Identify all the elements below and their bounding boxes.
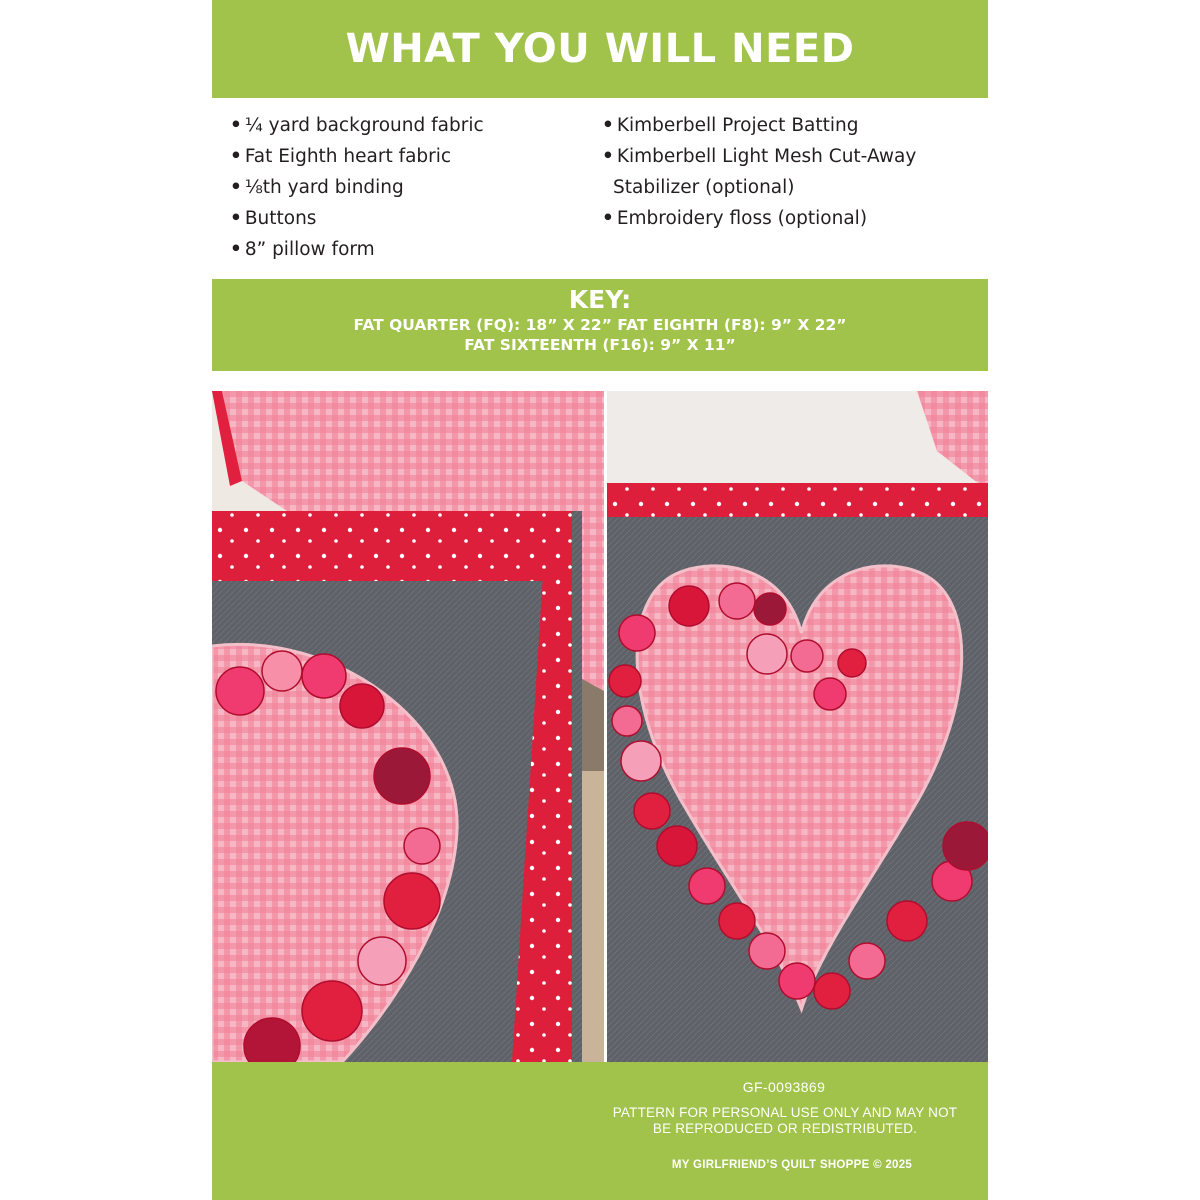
materials-column-right <box>602 110 916 234</box>
material-item: • Kimberbell Project Batting <box>602 115 859 136</box>
materials-list <box>212 98 988 279</box>
footer <box>212 1062 988 1200</box>
pattern-back-cover <box>212 0 988 1200</box>
usage-notice: PATTERN FOR PERSONAL USE ONLY AND MAY NOT BE REPRODUCED OR REDISTRIBUTED. <box>612 1105 958 1136</box>
key-line-1: FAT QUARTER (FQ): 18” X 22” FAT EIGHTH (F8): 9” X 22” <box>353 316 847 334</box>
material-item: • Kimberbell Light Mesh Cut-Away <box>602 146 917 167</box>
product-code: GF-0093869 <box>742 1079 826 1095</box>
heart-pillow-closeup-photo <box>212 391 604 1062</box>
what-you-will-need-banner <box>212 0 988 98</box>
project-photos <box>212 391 988 1062</box>
material-item: • Fat Eighth heart fabric <box>230 146 452 167</box>
material-item: • ⅛th yard binding <box>230 177 404 198</box>
fabric-key-banner <box>212 279 988 371</box>
material-item: • Embroidery floss (optional) <box>602 208 868 229</box>
material-item-continued: Stabilizer (optional) <box>613 177 795 198</box>
material-item: • 8” pillow form <box>230 239 375 260</box>
material-item: • ¼ yard background fabric <box>230 115 484 136</box>
materials-column-left <box>230 110 484 265</box>
key-line-2: FAT SIXTEENTH (F16): 9” X 11” <box>464 336 736 354</box>
section-title: WHAT YOU WILL NEED <box>345 26 855 72</box>
copyright: MY GIRLFRIEND’S QUILT SHOPPE © 2025 <box>671 1159 913 1171</box>
heart-pillow-front-photo <box>607 391 988 1062</box>
material-item: • Buttons <box>230 208 317 229</box>
key-title: KEY: <box>568 285 632 314</box>
